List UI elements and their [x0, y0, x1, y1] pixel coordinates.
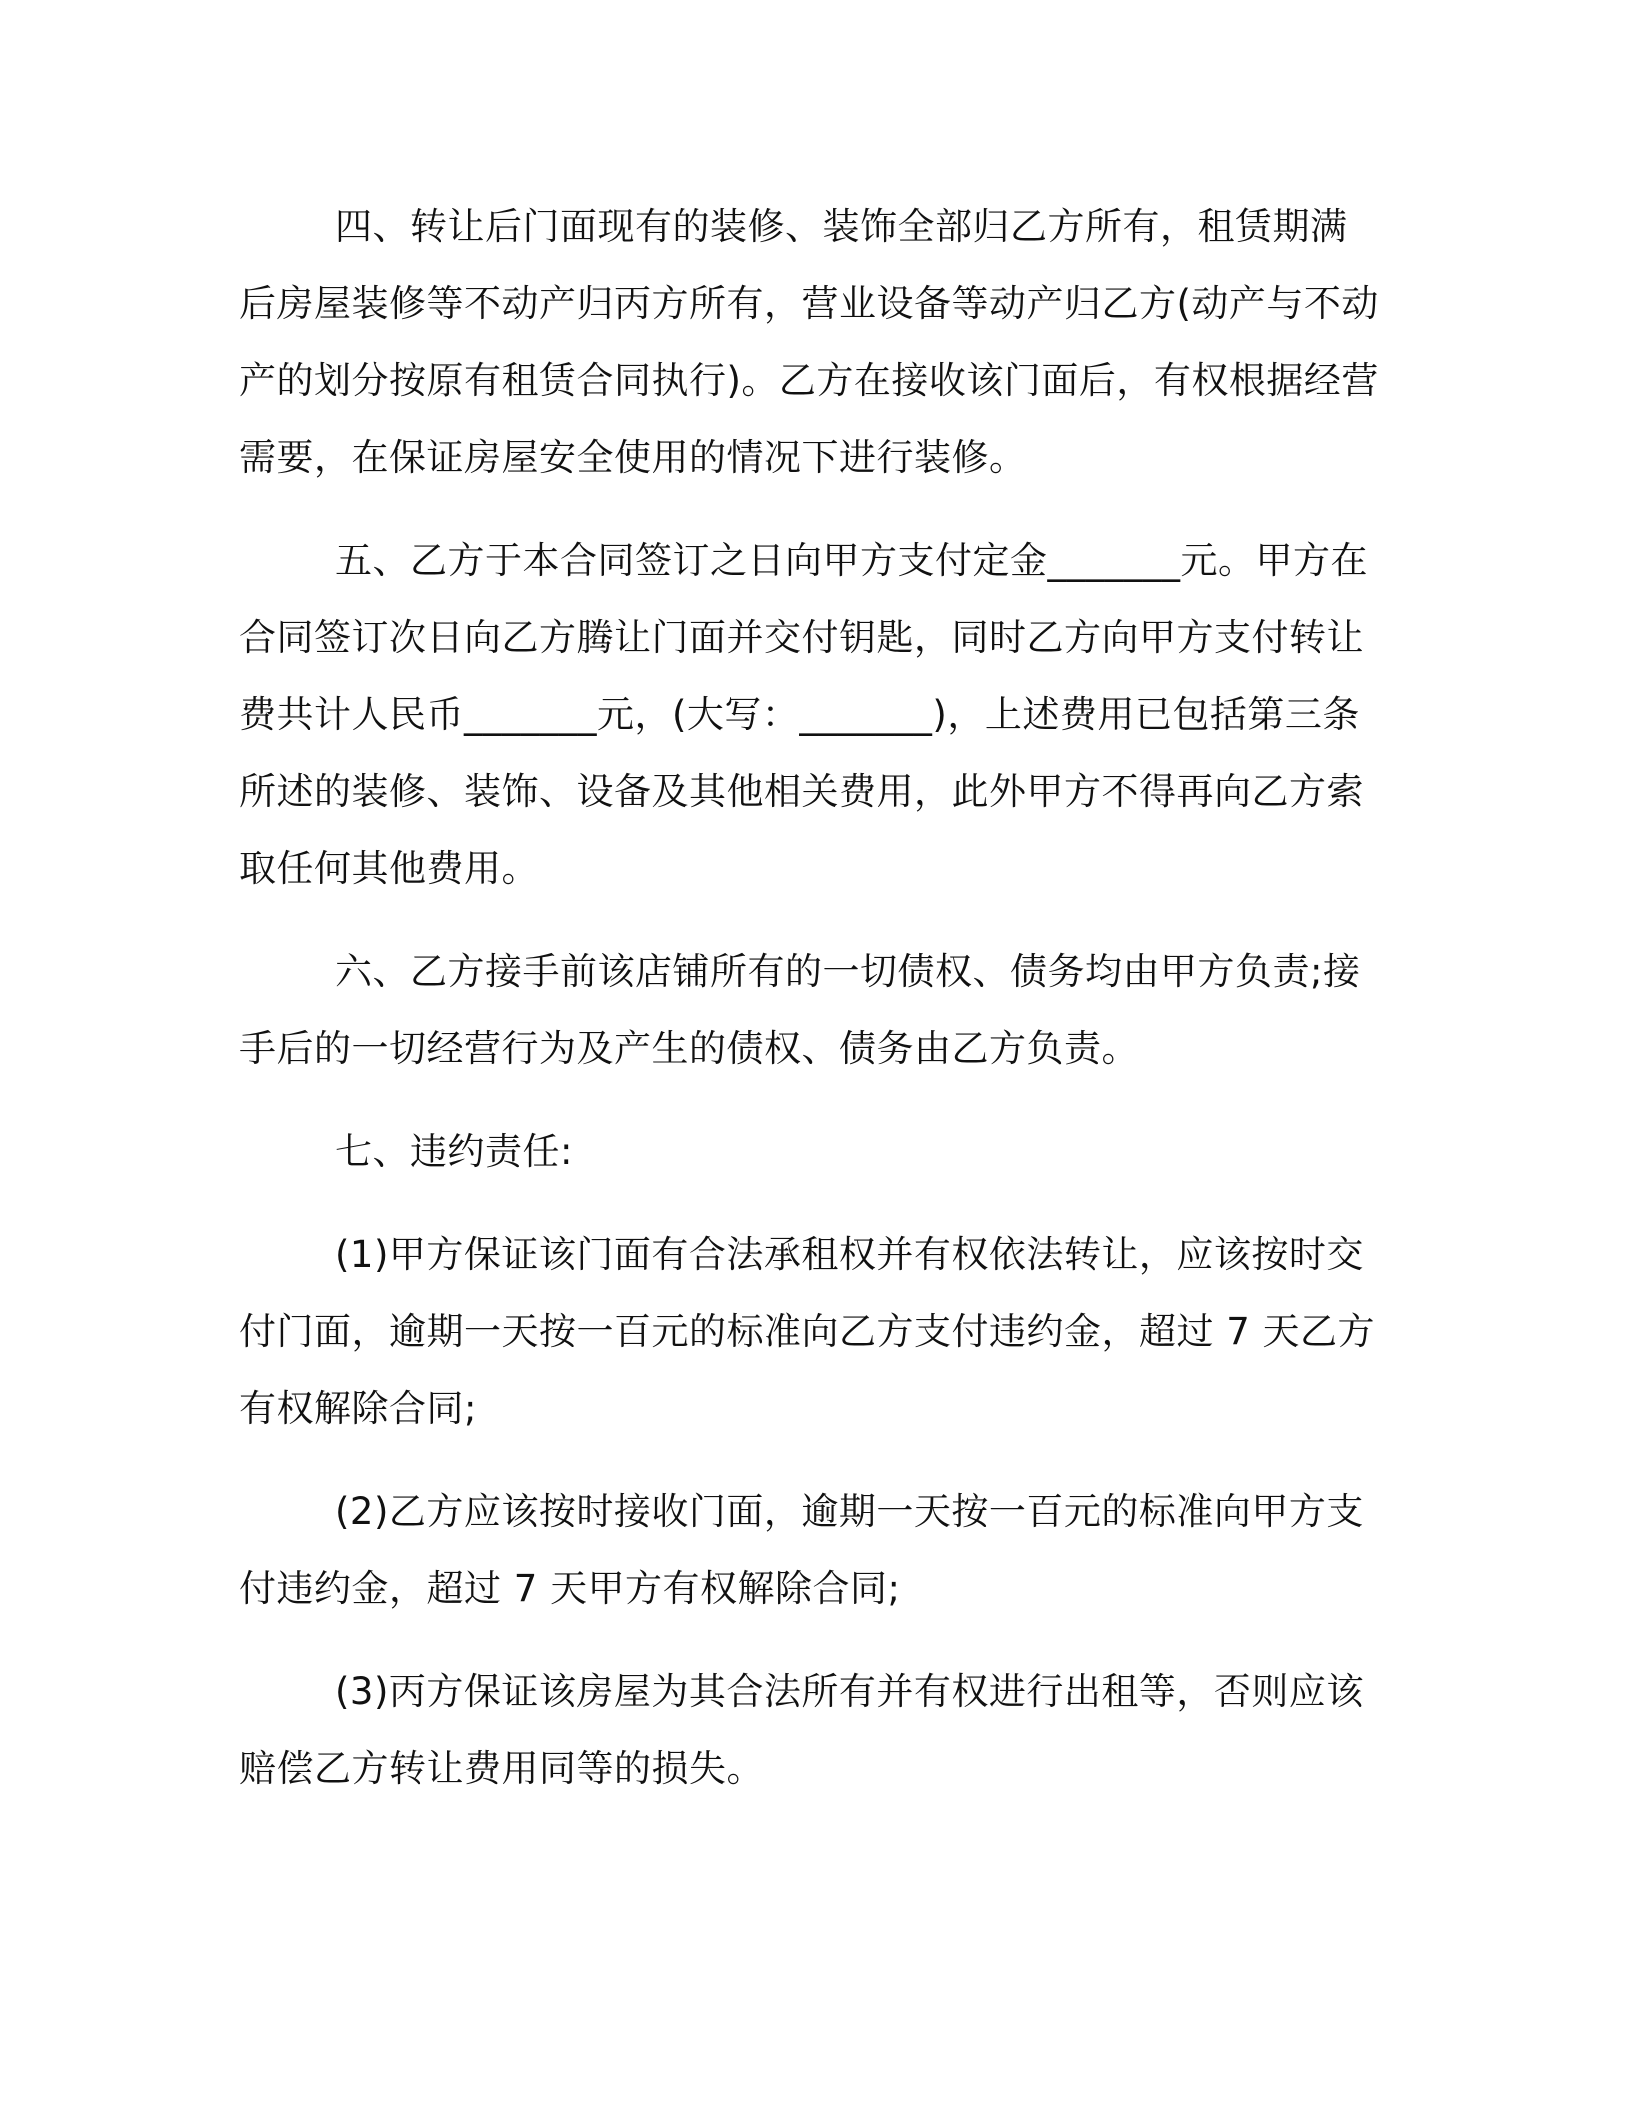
clause-4-paragraph: 四、转让后门面现有的装修、装饰全部归乙方所有，租赁期满后房屋装修等不动产归丙方所有，营业设备等动产归乙方(动产与不动产的划分按原有租赁合同执行)。乙方在接收该门面后，有权根据经营需要，在保证房屋安全使用的情况下进行装修。	[239, 205, 1379, 479]
document-body	[239, 188, 1379, 1807]
clause-5-paragraph: 五、乙方于本合同签订之日向甲方支付定金_______元。甲方在合同签订次日向乙方腾让门面并交付钥匙，同时乙方向甲方支付转让费共计人民币_______元，(大写：_______)，上述费用已包括第三条所述的装修、装饰、设备及其他相关费用，此外甲方不得再向乙方索取任何其他费用。	[239, 539, 1368, 890]
clause-7-item-3: (3)丙方保证该房屋为其合法所有并有权进行出租等，否则应该赔偿乙方转让费用同等的损失。	[239, 1670, 1364, 1790]
clause-7-item-1: (1)甲方保证该门面有合法承租权并有权依法转让，应该按时交付门面，逾期一天按一百元的标准向乙方支付违约金，超过 7 天乙方有权解除合同;	[239, 1233, 1376, 1430]
clause-7-item-2: (2)乙方应该按时接收门面，逾期一天按一百元的标准向甲方支付违约金，超过 7 天甲方有权解除合同;	[239, 1490, 1364, 1610]
clause-7-heading: 七、违约责任:	[335, 1130, 573, 1173]
clause-6-paragraph: 六、乙方接手前该店铺所有的一切债权、债务均由甲方负责;接手后的一切经营行为及产生的债权、债务由乙方负责。	[239, 950, 1361, 1070]
